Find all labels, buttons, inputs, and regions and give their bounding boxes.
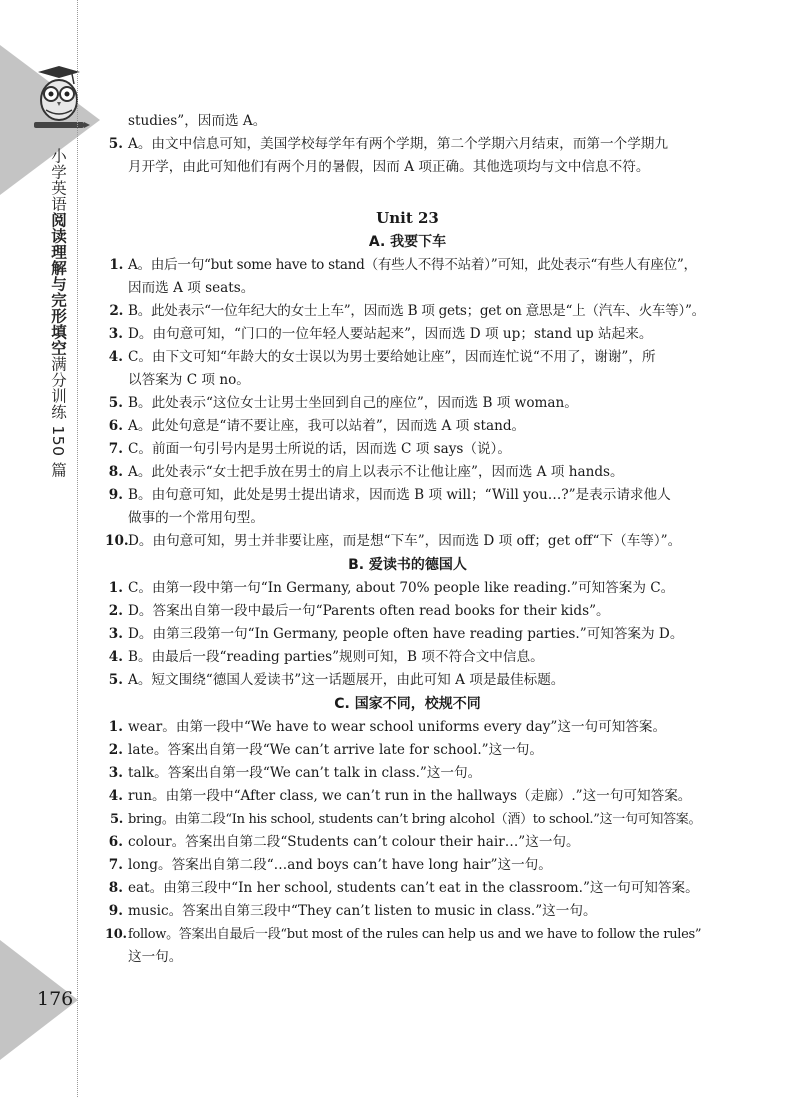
answer-text: A。此处表示“女士把手放在男士的肩上以表示不让他让座”，因而选 A 项 hands。 xyxy=(128,464,624,480)
answer-number: 7. xyxy=(108,441,123,457)
answer-number: 2. xyxy=(108,742,123,758)
answer-number: 5. xyxy=(108,395,123,411)
answer-text: run。由第一段中“After class, we can’t run in the hallways（走廊）.”这一句可知答案。 xyxy=(128,788,692,804)
answer-item xyxy=(105,877,710,900)
answer-text: talk。答案出自第一段“We can’t talk in class.”这一句。 xyxy=(128,765,482,781)
answer-item xyxy=(105,530,710,553)
answer-text: long。答案出自第二段“…and boys can’t have long hair”这一句。 xyxy=(128,857,552,873)
answer-text: wear。由第一段中“We have to wear school uniforms every day”这一句可知答案。 xyxy=(128,719,667,735)
answer-text: A。短文围绕“德国人爱读书”这一话题展开，由此可知 A 项是最佳标题。 xyxy=(128,672,565,688)
answer-number: 1. xyxy=(108,719,123,735)
answer-number: 3. xyxy=(108,326,123,342)
answer-number: 2. xyxy=(109,303,123,319)
answer-number: 10. xyxy=(105,927,127,942)
answer-text: C。由第一段中第一句“In Germany, about 70% people like reading.”可知答案为 C。 xyxy=(128,580,675,596)
answer-number: 1. xyxy=(109,257,123,273)
answer-item xyxy=(105,785,710,808)
answer-text: B。由句意可知，此处是男士提出请求，因而选 B 项 will；“Will you…?”是表示请求他人 xyxy=(128,487,671,503)
answer-item xyxy=(105,577,710,600)
answer-item xyxy=(105,623,710,646)
answer-item xyxy=(105,438,710,461)
answer-text: C。由下文可知“年龄大的女士误以为男士要给她让座”，因而连忙说“不用了，谢谢”，所 xyxy=(128,349,656,365)
answer-item xyxy=(105,600,710,623)
answer-text: D。由第三段第一句“In Germany, people often have reading parties.”可知答案为 D。 xyxy=(128,626,684,642)
answer-number: 8. xyxy=(108,464,123,480)
answer-item xyxy=(105,484,710,507)
answer-text: D。由句意可知，“门口的一位年轻人要站起来”，因而选 D 项 up；stand up 站起来。 xyxy=(128,326,653,342)
answer-number: 5. xyxy=(110,812,123,827)
answer-number: 7. xyxy=(108,857,123,873)
book-title: 小学英语阅读理解与完形填空满分训练 150 篇 xyxy=(49,148,67,478)
answer-text: music。答案出自第三段中“They can’t listen to music in class.”这一句。 xyxy=(128,903,597,919)
answer-item-continued xyxy=(105,277,710,300)
answer-text: B。由最后一段“reading parties”规则可知，B 项不符合文中信息。 xyxy=(128,649,544,665)
answer-item xyxy=(105,415,710,438)
answer-text: follow。答案出自最后一段“but most of the rules can help us and we have to follow the rules” xyxy=(128,927,702,942)
answer-item-continued: 月开学，由此可知他们有两个月的暑假，因而 A 项正确。其他选项均与文中信息不符。 xyxy=(128,159,650,175)
answer-number: 9. xyxy=(108,903,123,919)
answer-text: A。由后一句“but some have to stand（有些人不得不站着）”可知，此处表示“有些人有座位”， xyxy=(128,257,697,273)
owl-mascot-icon xyxy=(28,62,90,134)
answer-number: 5. xyxy=(108,136,123,152)
answer-text: 这一句。 xyxy=(128,949,183,965)
answer-item xyxy=(105,739,710,762)
answer-text: 做事的一个常用句型。 xyxy=(128,510,264,526)
answer-text: late。答案出自第一段“We can’t arrive late for school.”这一句。 xyxy=(128,742,543,758)
margin-dotted-line xyxy=(77,0,78,1097)
answer-item xyxy=(105,923,710,946)
answer-text: 以答案为 C 项 no。 xyxy=(128,372,250,388)
answer-number: 3. xyxy=(108,626,123,642)
answer-number: 4. xyxy=(108,649,123,665)
answer-item xyxy=(105,323,710,346)
answer-item xyxy=(105,831,710,854)
section-title: B. 爱读书的德国人 xyxy=(348,557,467,573)
answer-item xyxy=(105,300,710,323)
answer-number: 3. xyxy=(108,765,123,781)
answer-item xyxy=(105,716,710,739)
answer-text: colour。答案出自第二段“Students can’t colour their hair…”这一句。 xyxy=(128,834,580,850)
unit-title: Unit 23 xyxy=(376,209,439,227)
answer-number: 6. xyxy=(108,834,123,850)
answer-text: A。由文中信息可知，美国学校每学年有两个学期，第二个学期六月结束，而第一个学期九 xyxy=(128,136,668,152)
answer-text: eat。由第三段中“In her school, students can’t eat in the classroom.”这一句可知答案。 xyxy=(128,880,699,896)
answer-number: 1. xyxy=(108,580,123,596)
answer-item xyxy=(105,346,710,369)
answer-text: D。由句意可知，男士并非要让座，而是想“下车”，因而选 D 项 off；get off“下（车等）”。 xyxy=(128,533,682,549)
answer-number: 6. xyxy=(108,418,123,434)
answer-item xyxy=(105,808,710,831)
continued-answer-line: studies”，因而选 A。 xyxy=(128,113,267,129)
answer-content xyxy=(105,110,710,969)
answer-number: 5. xyxy=(108,672,123,688)
answer-item xyxy=(105,133,710,156)
page-number: 176 xyxy=(37,988,74,1010)
answer-number: 9. xyxy=(108,487,123,503)
answer-item-continued xyxy=(105,507,710,530)
answer-number: 4. xyxy=(108,788,123,804)
answer-text: 因而选 A 项 seats。 xyxy=(128,280,255,296)
answer-item-continued xyxy=(105,369,710,392)
answer-item xyxy=(105,854,710,877)
answer-item xyxy=(105,669,710,692)
answer-item xyxy=(105,646,710,669)
answer-text: D。答案出自第一段中最后一句“Parents often read books for their kids”。 xyxy=(128,603,610,619)
answer-number: 8. xyxy=(108,880,123,896)
answer-item xyxy=(105,900,710,923)
answer-number: 4. xyxy=(108,349,123,365)
section-title: A. 我要下车 xyxy=(368,234,447,250)
answer-item-continued xyxy=(105,946,710,969)
answer-item xyxy=(105,254,710,277)
answer-item xyxy=(105,461,710,484)
answer-item xyxy=(105,392,710,415)
answer-number: 2. xyxy=(108,603,123,619)
answer-text: C。前面一句引号内是男士所说的话，因而选 C 项 says（说）。 xyxy=(128,441,511,457)
answer-text: B。此处表示“这位女士让男士坐回到自己的座位”，因而选 B 项 woman。 xyxy=(128,395,578,411)
answer-number: 10. xyxy=(105,533,129,549)
section-title: C. 国家不同，校规不同 xyxy=(334,696,481,712)
answer-text: bring。由第二段“In his school, students can’t bring alcohol（酒）to school.”这一句可知答案。 xyxy=(128,812,702,827)
answer-item xyxy=(105,762,710,785)
answer-sections xyxy=(105,230,710,969)
answer-text: A。此处句意是“请不要让座，我可以站着”，因而选 A 项 stand。 xyxy=(128,418,526,434)
answer-text: B。此处表示“一位年纪大的女士上车”，因而选 B 项 gets；get on 意思是“上（汽车、火车等）”。 xyxy=(128,303,705,319)
